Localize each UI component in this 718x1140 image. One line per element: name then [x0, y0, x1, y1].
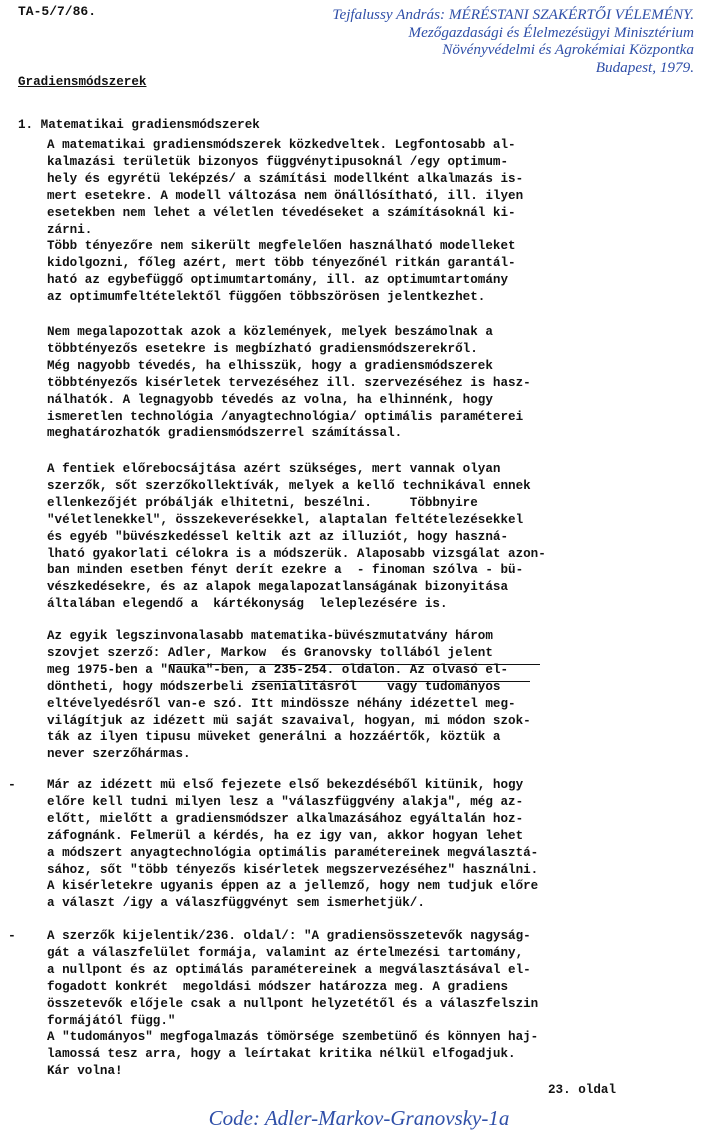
header-ministry: Mezőgazdasági és Élelmezésügyi Minisztérium: [408, 23, 694, 41]
citation-underline: [170, 664, 540, 665]
section-title: Gradiensmódszerek: [18, 75, 147, 89]
paragraph-4: Az egyik legszinvonalasabb matematika-büvészmutatvány három szovjet szerző: Adler, Markow és Granovsky tollából jelent meg 1975-ben a "Nauka"-ben, a 235-254. oldalon. Az olvasó el- döntheti, hogy módszerbeli zsenialitásról vagy tudományos eltévelyedésről van-e szó. Itt mindössze néhány idézettel meg- világítjuk az idézett mü saját szavaival, hogyan, mi módon szok- ták az ilyen tipusu müveket generálni a hozzáértők, köztük a never szerzőhármas.: [47, 629, 531, 762]
header-author-title: Tejfalussy András: MÉRÉSTANI SZAKÉRTŐI VÉLEMÉNY.: [332, 6, 694, 23]
footer-code: Code: Adler-Markov-Granovsky-1a: [208, 1106, 510, 1130]
page-number: 23. oldal: [548, 1083, 617, 1097]
document-id: TA-5/7/86.: [18, 4, 97, 19]
paragraph-1: A matematikai gradiensmódszerek közkedveltek. Legfontosabb al- kalmazási területük bizonyos függvénytipusoknál /egy optimum- hely és egyrétü leképzés/ a számítási modellként alkalmazás is- mert esetekre. A modell változása nem önállósítható, ill. ilyen esetekben nem lehet a véletlen tévedéseket a számításoknál ki- zárni. Több tényezőre nem sikerült megfelelően használható modelleket kidolgozni, főleg azért, mert több tényezőnél ritkán garantál- ható az egybefüggő optimumtartomány, ill. az optimumtartomány az optimumfeltételektől függően többszörösen jelentkezhet.: [47, 138, 524, 305]
citation-underline: [255, 681, 530, 682]
margin-dash-marker: -: [8, 777, 16, 792]
header-center: Növényvédelmi és Agrokémiai Központka: [442, 41, 694, 59]
header-place-date: Budapest, 1979.: [595, 58, 694, 76]
paragraph-3: A fentiek előrebocsájtása azért szükséges, mert vannak olyan szerzők, sőt szerzőkollektívák, melyek a kellő technikával ennek ellenkezőjét próbálják elhitetni, beszélni. Többnyire "véletlenekkel", összekeverésekkel, alaptalan feltételezésekkel és egyéb "büvészkedéssel keltik azt az illuziót, hogy haszná- lható gyakorlati célokra is a módszerük. Alaposabb vizsgálat azon- ban minden esetben fényt derít ezekre a - finoman szólva - bü- vészkedésekre, és az alapok megalapozatlanságának bizonyitása általában elegendő a kártékonyság leleplezésére is.: [47, 462, 546, 612]
paragraph-5: Már az idézett mü első fejezete első bekezdéséből kitünik, hogy előre kell tudni milyen lesz a "válaszfüggvény alakja", még az- előtt, mielőtt a gradiensmódszer alkalmazásához egyáltalán hoz- záfognánk. Felmerül a kérdés, ha ez igy van, akkor hogyan lehet a módszert anyagtechnológia optimális paramétereinek megválasztá- sához, sőt "több tényezős kisérletek megszervezéséhez" használni. A kisérletekre ugyanis éppen az a jellemző, hogy nem tudjuk előre a választ /igy a válaszfüggvényt sem ismerhetjük/.: [47, 778, 539, 911]
header-attribution: [234, 6, 694, 76]
margin-dash-marker: -: [8, 928, 16, 943]
paragraph-2: Nem megalapozottak azok a közlemények, melyek beszámolnak a többtényezős esetekre is megbízható gradiensmódszerekről. Még nagyobb tévedés, ha elhisszük, hogy a gradiensmódszerek többtényezős kisérletek tervezéséhez ill. szervezéséhez is hasz- nálhatók. A legnagyobb tévedés az volna, ha elhinnénk, hogy ismeretlen technológia /anyagtechnológia/ optimális paraméterei meghatározhatók gradiensmódszerrel számítással.: [47, 325, 531, 441]
paragraph-6: A szerzők kijelentik/236. oldal/: "A gradiensösszetevők nagyság- gát a válaszfelület formája, valamint az értelmezési tartomány, a nullpont és az optimálás paramétereinek a megválasztásával el- fogadott konkrét megoldási módszer határozza meg. A gradiens összetevők előjele csak a nullpont helyzetétől és a válaszfelszin formájától függ." A "tudományos" megfogalmazás tömörsége szembetünő és könnyen haj- lamossá tesz arra, hogy a leírtakat kritika nélkül elfogadjuk. Kár volna!: [47, 929, 539, 1079]
subsection-title: 1. Matematikai gradiensmódszerek: [18, 118, 260, 132]
